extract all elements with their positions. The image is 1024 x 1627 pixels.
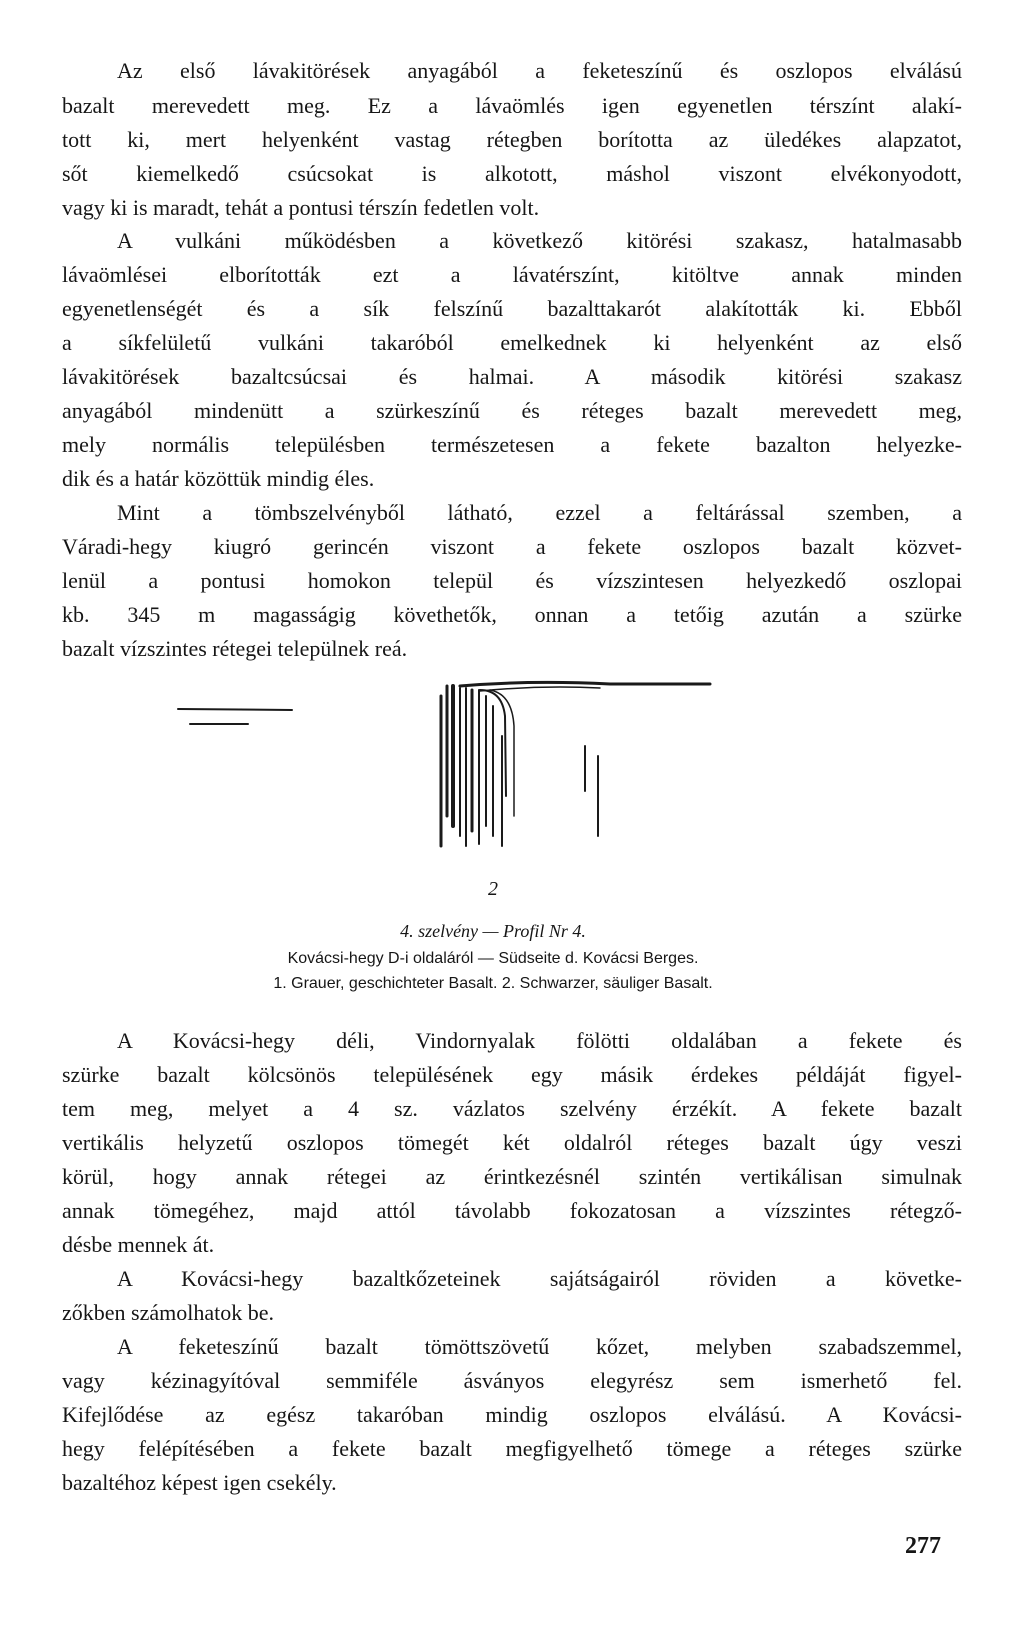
text-line: mely normális településben természetesen a fekete bazalton helyezke- — [62, 432, 962, 457]
text-line: désbe mennek át. — [62, 1232, 215, 1257]
text-line: egyenetlenségét és a sík felszínű bazalttakarót alakították ki. Ebből — [62, 296, 962, 321]
text-line: Kifejlődése az egész takaróban mindig oszlopos elválású. A Kovácsi- — [62, 1402, 962, 1427]
text-line: körül, hogy annak rétegei az érintkezésnél szintén vertikálisan simulnak — [62, 1164, 962, 1189]
text-line: A feketeszínű bazalt tömöttszövetű kőzet, melyben szabadszemmel, — [117, 1334, 962, 1359]
layer-line — [460, 682, 710, 686]
text-line: vagy ki is maradt, tehát a pontusi térszín fedetlen volt. — [62, 195, 540, 220]
layer-line — [480, 687, 600, 691]
text-line: tem meg, melyet a 4 sz. vázlatos szelvény érzékít. A fekete bazalt — [62, 1096, 962, 1121]
text-line: bazalt vízszintes rétegei települnek reá. — [62, 636, 408, 661]
text-line: kb. 345 m magasságig követhetők, onnan a tetőig azután a szürke — [62, 602, 962, 627]
text-line: A Kovácsi-hegy bazaltkőzeteinek sajátságairól röviden a követke- — [117, 1266, 962, 1291]
text-line: dik és a határ közöttük mindig éles. — [62, 466, 375, 491]
profile-sketch — [150, 676, 750, 906]
text-line: lenül a pontusi homokon települ és vízszintesen helyezkedő oszlopai — [62, 568, 962, 593]
text-line: Az első lávakitörések anyagából a feketeszínű és oszlopos elválású — [117, 58, 962, 83]
text-line: vagy kézinagyítóval semmiféle ásványos elegyrész sem ismerhető fel. — [62, 1368, 962, 1393]
text-line: A vulkáni működésben a következő kitörési szakasz, hatalmasabb — [117, 228, 962, 253]
text-line: sőt kiemelkedő csúcsokat is alkotott, máshol viszont elvékonyodott, — [62, 161, 962, 186]
text-line: vertikális helyzetű oszlopos tömegét két oldalról réteges bazalt úgy veszi — [62, 1130, 962, 1155]
text-line: lávakitörések bazaltcsúcsai és halmai. A második kitörési szakasz — [62, 364, 962, 389]
text-line: tott ki, mert helyenként vastag rétegben borította az üledékes alapzatot, — [62, 127, 962, 152]
text-line: annak tömegéhez, majd attól távolabb fokozatosan a vízszintes rétegző- — [62, 1198, 962, 1223]
layer-line — [178, 709, 292, 710]
text-line: a síkfelületű vulkáni takaróból emelkednek ki helyenként az első — [62, 330, 962, 355]
text-line: Mint a tömbszelvényből látható, ezzel a feltárással szemben, a — [117, 500, 962, 525]
text-line: A Kovácsi-hegy déli, Vindornyalak fölötti oldalában a fekete és — [117, 1028, 962, 1053]
text-line: bazalt merevedett meg. Ez a lávaömlés igen egyenetlen térszínt alakí- — [62, 93, 962, 118]
figure-marker: 2 — [488, 878, 498, 900]
text-line: anyagából mindenütt a szürkeszínű és réteges bazalt merevedett meg, — [62, 398, 962, 423]
figure-caption-location: Kovácsi-hegy D-i oldaláról — Südseite d. Kovácsi Berges. — [287, 950, 699, 967]
text-line: zőkben számolhatok be. — [62, 1300, 274, 1325]
figure-caption-legend: 1. Grauer, geschichteter Basalt. 2. Schwarzer, säuliger Basalt. — [273, 975, 713, 992]
text-line: hegy felépítésében a fekete bazalt megfigyelhető tömege a réteges szürke — [62, 1436, 962, 1461]
text-line: szürke bazalt kölcsönös településének egy másik érdekes példáját figyel- — [62, 1062, 962, 1087]
figure-caption-title: 4. szelvény — Profil Nr 4. — [400, 921, 586, 941]
text-line: Váradi-hegy kiugró gerincén viszont a fekete oszlopos bazalt közvet- — [62, 534, 962, 559]
text-line: bazaltéhoz képest igen csekély. — [62, 1470, 337, 1495]
page-number: 277 — [905, 1533, 941, 1559]
text-line: lávaömlései elborították ezt a lávatérszínt, kitöltve annak minden — [62, 262, 962, 287]
